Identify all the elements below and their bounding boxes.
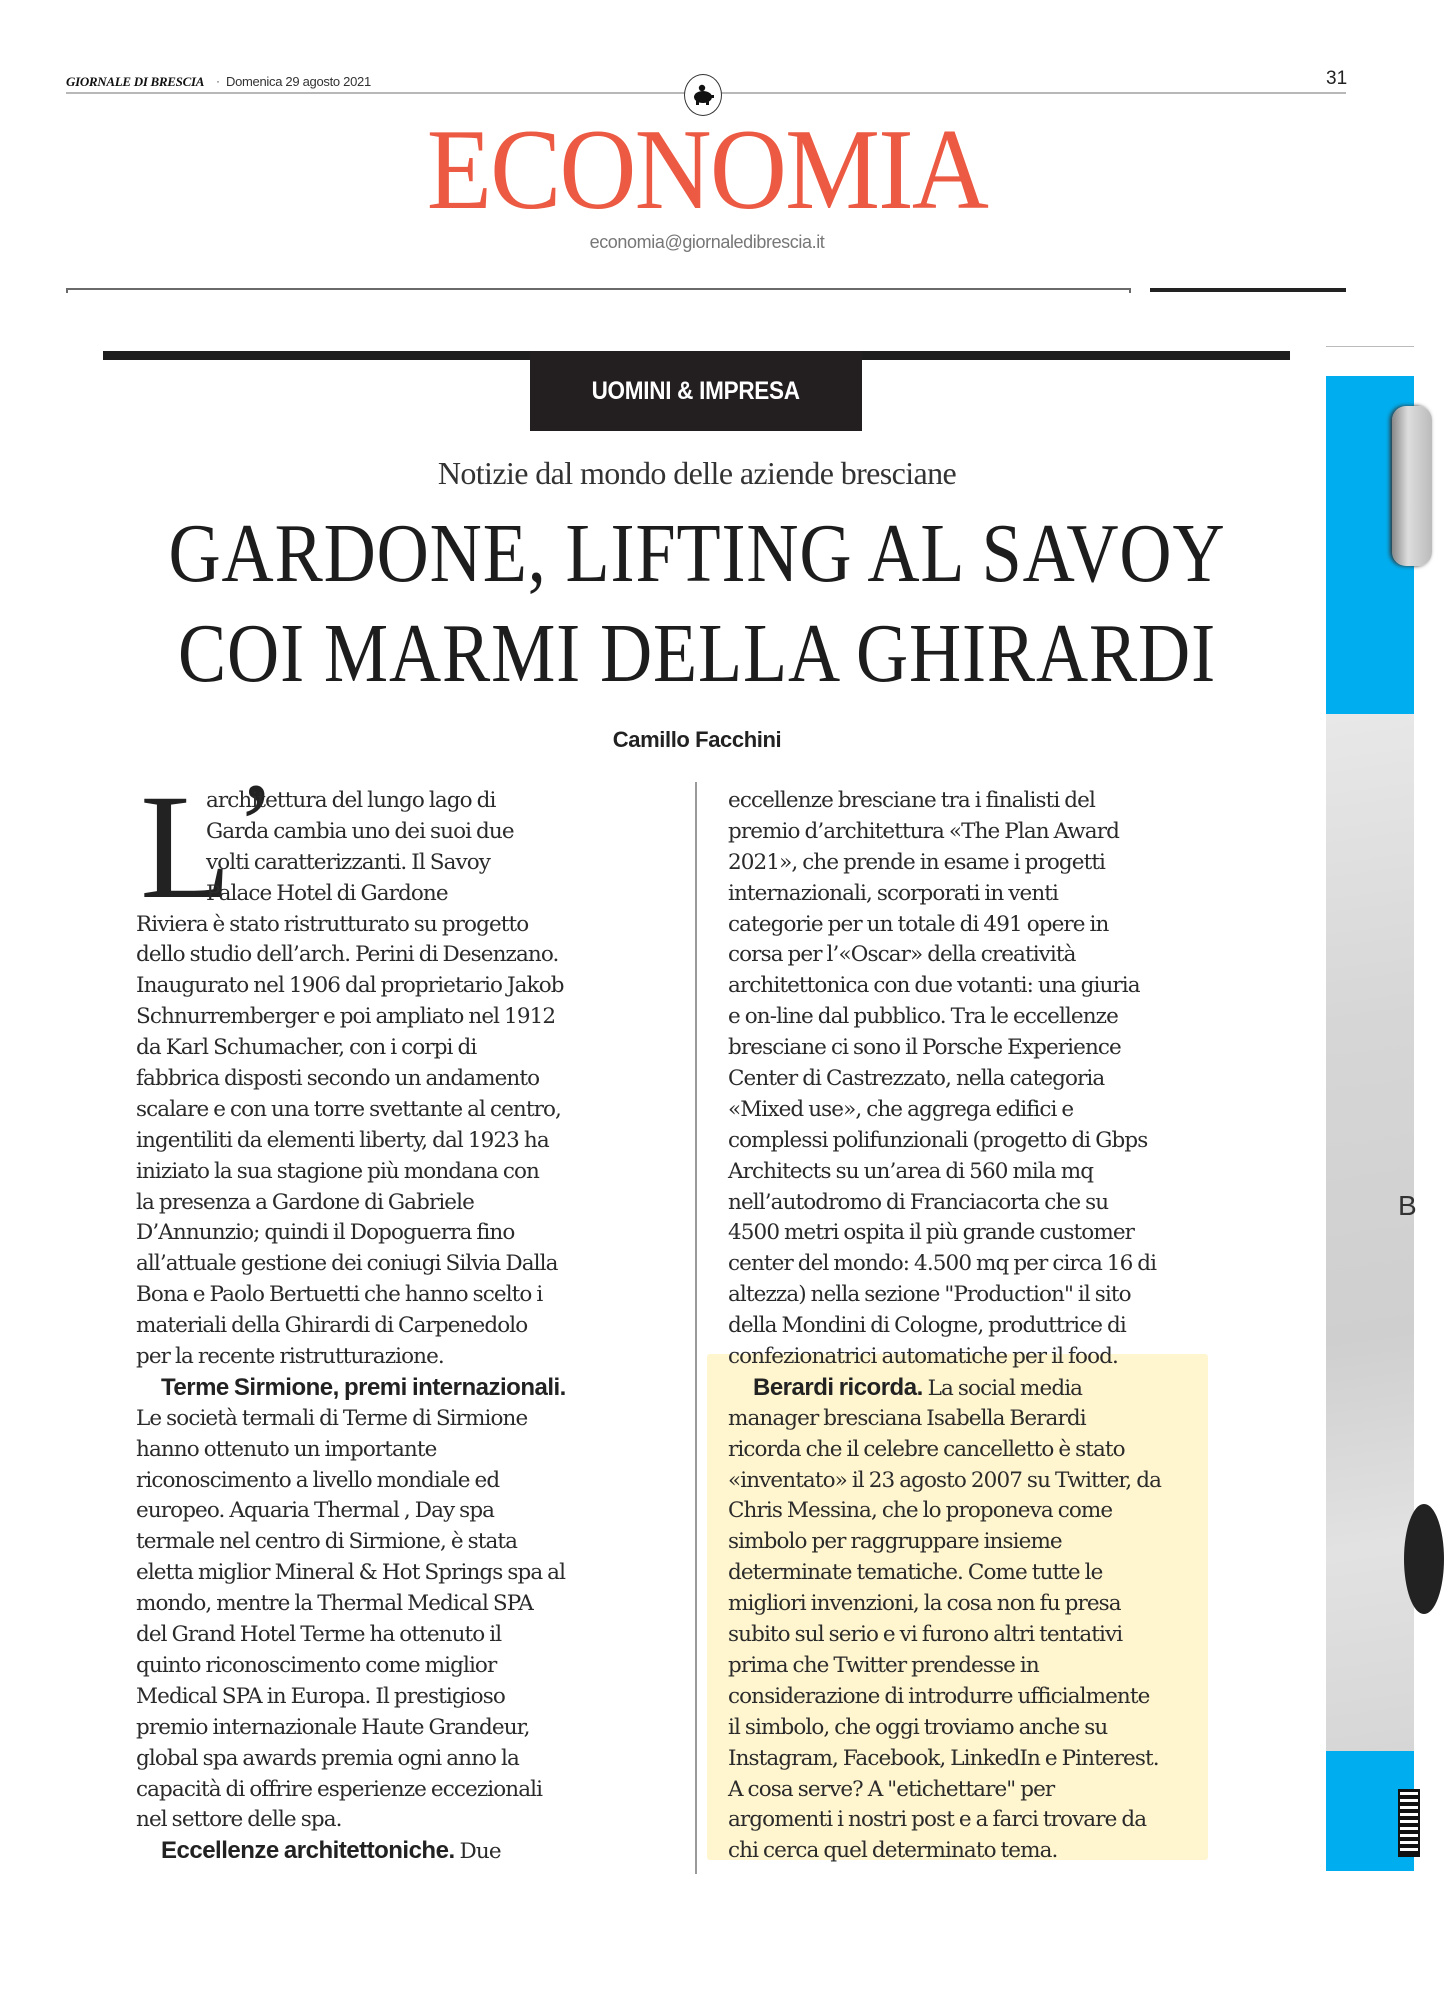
- text-line: [136, 879, 676, 910]
- line-text: subito sul serio e vi furono altri tentativi: [728, 1622, 1123, 1648]
- text-line: [136, 1126, 676, 1157]
- text-line: [136, 1311, 676, 1342]
- section-divider-left: [66, 288, 1131, 290]
- line-text: termale nel centro di Sirmione, è stata: [136, 1529, 518, 1555]
- text-line: [728, 786, 1248, 817]
- line-text: per la recente ristrutturazione.: [136, 1344, 444, 1370]
- drop-cap: L: [140, 764, 232, 930]
- text-line: [728, 940, 1248, 971]
- line-text: all’attuale gestione dei coniugi Silvia Dalla: [136, 1251, 558, 1277]
- text-line: [728, 1589, 1248, 1620]
- text-line: [728, 1496, 1248, 1527]
- line-text: prima che Twitter prendesse in: [728, 1652, 1039, 1678]
- line-text: corsa per l’«Oscar» della creatività: [728, 942, 1076, 968]
- drop-cap-apostrophe: ’: [236, 758, 276, 891]
- line-text: argomenti i nostri post e a farci trovare da: [728, 1807, 1147, 1833]
- line-text: eccellenze bresciane tra i finalisti del: [728, 788, 1095, 813]
- text-line: [728, 1558, 1248, 1589]
- line-text: europeo. Aquaria Thermal , Day spa: [136, 1498, 495, 1524]
- text-line: [136, 1342, 676, 1373]
- line-text: manager bresciana Isabella Berardi: [728, 1405, 1086, 1431]
- text-line: [728, 1280, 1248, 1311]
- line-text: chi cerca quel determinato tema.: [728, 1838, 1058, 1864]
- line-text: Chris Messina, che lo proponeva come: [728, 1498, 1113, 1524]
- column-divider: [695, 782, 697, 1874]
- kicker-label: [530, 351, 862, 431]
- text-line: [136, 1435, 676, 1466]
- line-text: premio d’architettura «The Plan Award: [728, 818, 1119, 844]
- text-line: [136, 1033, 676, 1064]
- paragraph-lead: Terme Sirmione, premi internazionali.: [161, 1373, 566, 1401]
- line-text: categorie per un totale di 491 opere in: [728, 911, 1109, 937]
- line-text: nell’autodromo di Franciacorta che su: [728, 1189, 1109, 1215]
- text-line: [728, 1527, 1248, 1558]
- advertisement[interactable]: [1326, 376, 1417, 1871]
- line-text: della Mondini di Cologne, produttrice di: [728, 1313, 1126, 1339]
- line-text: 2021», che prende in esame i progetti: [728, 849, 1106, 875]
- text-line: [136, 1558, 676, 1589]
- line-text: determinate tematiche. Come tutte le: [728, 1560, 1103, 1586]
- line-text: fabbrica disposti secondo un andamento: [136, 1066, 540, 1092]
- line-text: Instagram, Facebook, LinkedIn e Pinterest.: [728, 1745, 1159, 1771]
- header-separator: ·: [216, 74, 220, 88]
- line-text: Schnurremberger e poi ampliato nel 1912: [136, 1004, 556, 1030]
- text-line: [136, 1836, 676, 1867]
- text-line: [728, 1342, 1248, 1373]
- section-divider-tick: [1129, 288, 1131, 293]
- paragraph-lead: Eccellenze architettoniche.: [161, 1837, 455, 1865]
- line-text: «inventato» il 23 agosto 2007 su Twitter, da: [728, 1467, 1162, 1493]
- line-text: materiali della Ghirardi di Carpenedolo: [136, 1313, 528, 1339]
- line-text: Center di Castrezzato, nella categoria: [728, 1066, 1105, 1092]
- text-line: [136, 1404, 676, 1435]
- text-line: [728, 1033, 1248, 1064]
- advert-rule: [1326, 346, 1414, 347]
- line-text: global spa awards premia ogni anno la: [136, 1745, 519, 1771]
- section-divider-right: [1150, 288, 1346, 292]
- line-text: e on-line dal pubblico. Tra le eccellenze: [728, 1004, 1118, 1030]
- text-line: [136, 1620, 676, 1651]
- text-line: [728, 971, 1248, 1002]
- text-line: [728, 1311, 1248, 1342]
- text-line: [136, 786, 676, 817]
- text-line: [728, 1805, 1248, 1836]
- line-text: Inaugurato nel 1906 dal proprietario Jakob: [136, 973, 564, 999]
- headline-line-1: GARDONE, LIFTING AL SAVOY: [168, 507, 1226, 600]
- headline-line-2: COI MARMI DELLA GHIRARDI: [177, 607, 1216, 700]
- section-email: economia@giornaledibrescia.it: [589, 232, 825, 252]
- line-text: confezionatrici automatiche per il food.: [728, 1344, 1118, 1370]
- line-text: D’Annunzio; quindi il Dopoguerra fino: [136, 1220, 515, 1246]
- text-line: [136, 1157, 676, 1188]
- text-line: [136, 1527, 676, 1558]
- text-line: [728, 1157, 1248, 1188]
- article-overline: Notizie dal mondo delle aziende bresciane: [437, 455, 957, 491]
- text-line: [728, 1126, 1248, 1157]
- page-number: 31: [1326, 68, 1348, 89]
- text-line: [728, 1404, 1248, 1435]
- line-text: Bona e Paolo Bertuetti che hanno scelto i: [136, 1282, 543, 1308]
- text-line: [136, 1682, 676, 1713]
- text-line: [136, 1095, 676, 1126]
- text-line: [728, 1218, 1248, 1249]
- line-text: Garda cambia uno dei suoi due: [206, 818, 514, 844]
- text-line: [136, 971, 676, 1002]
- text-line: [136, 1218, 676, 1249]
- line-text: migliori invenzioni, la cosa non fu presa: [728, 1591, 1121, 1617]
- line-text: Medical SPA in Europa. Il prestigioso: [136, 1683, 505, 1709]
- paragraph-lead: Berardi ricorda.: [753, 1373, 923, 1401]
- text-line: [728, 879, 1248, 910]
- line-text: Palace Hotel di Gardone: [206, 880, 448, 906]
- text-line: [136, 1188, 676, 1219]
- line-text: bresciane ci sono il Porsche Experience: [728, 1035, 1121, 1061]
- line-text: del Grand Hotel Terme ha ottenuto il: [136, 1622, 502, 1648]
- line-text: la presenza a Gardone di Gabriele: [136, 1189, 474, 1215]
- line-text: center del mondo: 4.500 mq per circa 16 di: [728, 1251, 1157, 1277]
- text-line: [136, 1002, 676, 1033]
- line-text: ingentiliti da elementi liberty, dal 1923 ha: [136, 1127, 549, 1153]
- text-line: [728, 1775, 1248, 1806]
- line-text: dello studio dell’arch. Perini di Desenzano.: [136, 942, 559, 968]
- line-text: complessi polifunzionali (progetto di Gbps: [728, 1127, 1148, 1153]
- line-text: da Karl Schumacher, con i corpi di: [136, 1035, 477, 1061]
- byline: Camillo Facchini: [612, 727, 782, 752]
- text-line: [136, 1064, 676, 1095]
- text-line: [136, 848, 676, 879]
- text-line: [136, 1744, 676, 1775]
- text-line: [728, 1249, 1248, 1280]
- line-text: ricorda che il celebre cancelletto è stato: [728, 1436, 1125, 1462]
- text-line: [728, 1002, 1248, 1033]
- text-line: [136, 1805, 676, 1836]
- text-line: [728, 1744, 1248, 1775]
- text-line: [136, 940, 676, 971]
- advert-text: B: [1398, 1190, 1417, 1221]
- text-line: [136, 1589, 676, 1620]
- text-line: [728, 1188, 1248, 1219]
- section-divider-tick: [66, 288, 68, 293]
- text-line: [136, 817, 676, 848]
- line-text: 4500 metri ospita il più grande customer: [728, 1220, 1135, 1246]
- text-line: [136, 1713, 676, 1744]
- line-text: Due: [454, 1839, 501, 1865]
- article-column-left: [136, 786, 676, 1867]
- line-text: capacità di offrire esperienze eccezionali: [136, 1776, 543, 1802]
- article-column-right: [728, 786, 1248, 1867]
- text-line: [136, 1651, 676, 1682]
- text-line: [728, 1651, 1248, 1682]
- line-text: mondo, mentre la Thermal Medical SPA: [136, 1591, 533, 1617]
- qr-code-icon: [1398, 1789, 1420, 1857]
- line-text: architettura del lungo lago di: [206, 788, 496, 813]
- line-text: il simbolo, che oggi troviamo anche su: [728, 1714, 1108, 1740]
- advert-photo: [1326, 714, 1414, 1751]
- text-line: [728, 1620, 1248, 1651]
- text-line: [136, 910, 676, 941]
- text-line: [728, 848, 1248, 879]
- text-line: [136, 1496, 676, 1527]
- text-line: [728, 1095, 1248, 1126]
- line-text: nel settore delle spa.: [136, 1807, 342, 1833]
- advert-badge-icon: [1392, 406, 1432, 566]
- newspaper-name: GIORNALE DI BRESCIA: [66, 74, 205, 89]
- issue-date: Domenica 29 agosto 2021: [226, 74, 371, 89]
- text-line: [728, 1435, 1248, 1466]
- line-text: premio internazionale Haute Grandeur,: [136, 1714, 530, 1740]
- text-line: [136, 1373, 676, 1404]
- line-text: hanno ottenuto un importante: [136, 1436, 437, 1462]
- line-text: Architects su un’area di 560 mila mq: [728, 1158, 1094, 1184]
- text-line: [728, 1373, 1248, 1404]
- text-line: [728, 1682, 1248, 1713]
- text-line: [136, 1466, 676, 1497]
- line-text: Le società termali di Terme di Sirmione: [136, 1405, 528, 1431]
- kicker-text: UOMINI & IMPRESA: [591, 376, 801, 405]
- text-line: [136, 1775, 676, 1806]
- line-text: considerazione di introdurre ufficialmente: [728, 1683, 1150, 1709]
- text-line: [728, 1713, 1248, 1744]
- line-text: simbolo per raggruppare insieme: [728, 1529, 1062, 1555]
- line-text: iniziato la sua stagione più mondana con: [136, 1158, 539, 1184]
- section-title: ECONOMIA: [426, 106, 988, 234]
- text-line: [728, 1064, 1248, 1095]
- line-text: «Mixed use», che aggrega edifici e: [728, 1096, 1074, 1122]
- line-text: A cosa serve? A "etichettare" per: [728, 1776, 1055, 1802]
- line-text: scalare e con una torre svettante al centro,: [136, 1096, 561, 1122]
- text-line: [728, 1466, 1248, 1497]
- line-text: riconoscimento a livello mondiale ed: [136, 1467, 500, 1493]
- line-text: La social media: [922, 1375, 1083, 1401]
- text-line: [728, 817, 1248, 848]
- line-text: quinto riconoscimento come miglior: [136, 1652, 497, 1678]
- line-text: Riviera è stato ristrutturato su progetto: [136, 911, 529, 937]
- line-text: architettonica con due votanti: una giuria: [728, 973, 1140, 999]
- advert-product-shape: [1404, 1504, 1444, 1614]
- line-text: volti caratterizzanti. Il Savoy: [206, 849, 491, 875]
- line-text: internazionali, scorporati in venti: [728, 880, 1059, 906]
- text-line: [136, 1249, 676, 1280]
- line-text: eletta miglior Mineral & Hot Springs spa al: [136, 1560, 566, 1586]
- text-line: [728, 910, 1248, 941]
- text-line: [136, 1280, 676, 1311]
- text-line: [728, 1836, 1248, 1867]
- line-text: altezza) nella sezione "Production" il sito: [728, 1282, 1131, 1308]
